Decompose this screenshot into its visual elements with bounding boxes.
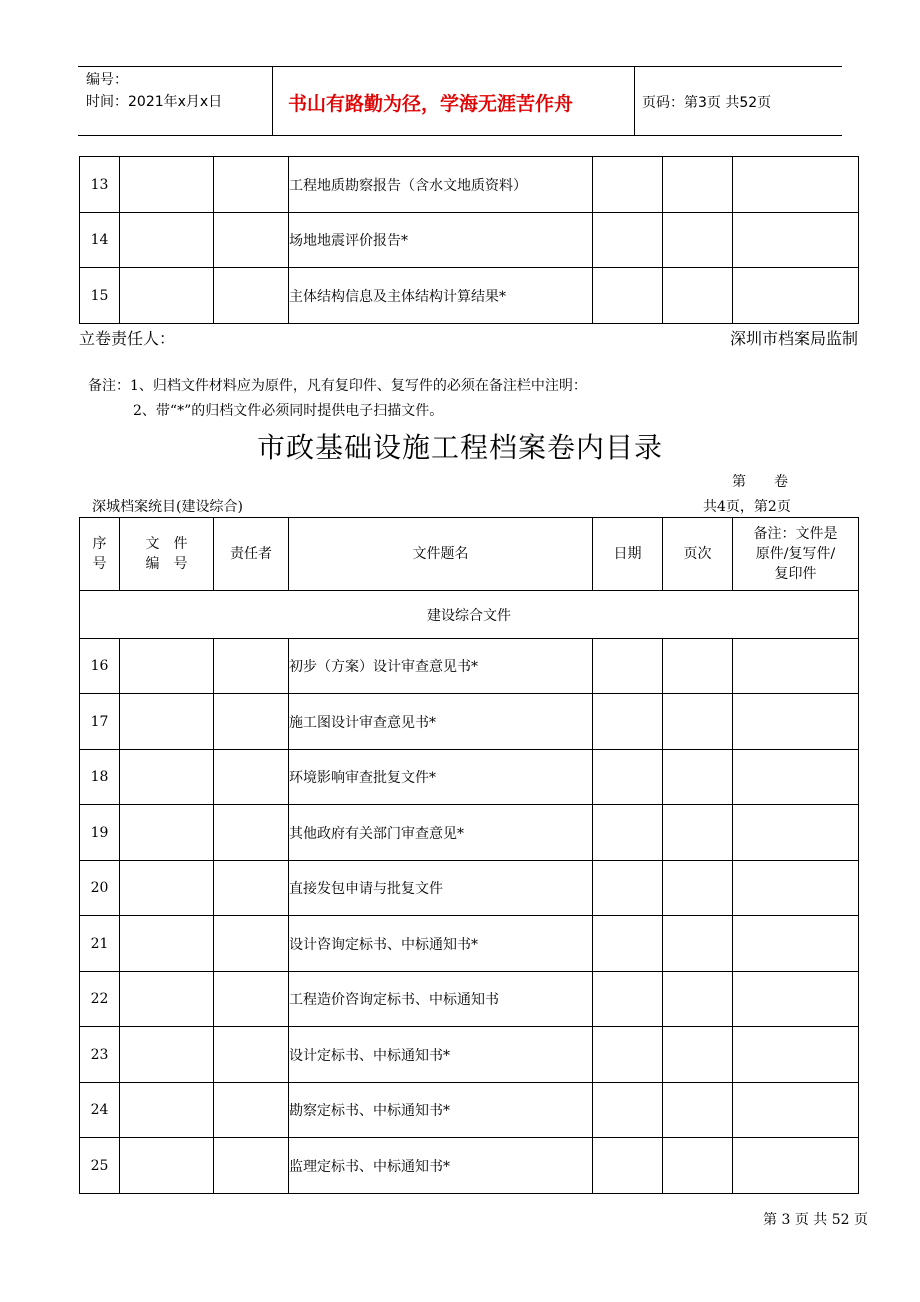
table-row [80, 1027, 859, 1083]
file-title: 初步（方案）设计审查意见书* [289, 639, 593, 694]
row-number: 20 [80, 861, 120, 916]
table-header-row [80, 518, 859, 591]
section-row [80, 591, 859, 639]
form-code: 深城档案统目(建设综合) [92, 499, 243, 515]
table-row [80, 639, 859, 694]
file-title: 设计咨询定标书、中标通知书* [289, 916, 593, 972]
table-row [80, 1138, 859, 1194]
file-title: 工程地质勘察报告（含水文地质资料） [289, 157, 593, 213]
note-line-2: 2、带“*”的归档文件必须同时提供电子扫描文件。 [133, 403, 444, 419]
table-row [80, 157, 859, 213]
header-bottom-rule [78, 135, 842, 136]
file-title: 其他政府有关部门审查意见* [289, 805, 593, 861]
table-row [80, 268, 859, 324]
row-number: 15 [80, 268, 120, 324]
volume-label: 第 卷 [732, 474, 788, 490]
table-row [80, 1083, 859, 1138]
header-date: 日期 [593, 518, 663, 591]
header-file-title: 文件题名 [289, 518, 593, 591]
pages-info: 共4页，第2页 [703, 499, 791, 515]
file-title: 环境影响审查批复文件* [289, 750, 593, 805]
header-responsible: 责任者 [214, 518, 289, 591]
row-number: 17 [80, 694, 120, 750]
file-title: 勘察定标书、中标通知书* [289, 1083, 593, 1138]
row-number: 25 [80, 1138, 120, 1194]
row-number: 23 [80, 1027, 120, 1083]
header-file-number: 文 件 编 号 [120, 518, 214, 591]
header-seq: 序 号 [80, 518, 120, 591]
header-top-rule [78, 66, 842, 67]
row-number: 24 [80, 1083, 120, 1138]
table-row [80, 213, 859, 268]
catalog-table [79, 517, 859, 1194]
catalog-title: 市政基础设施工程档案卷内目录 [256, 431, 663, 464]
row-number: 19 [80, 805, 120, 861]
file-title: 施工图设计审查意见书* [289, 694, 593, 750]
table-row [80, 750, 859, 805]
time-label: 时间：2021年x月x日 [86, 94, 223, 110]
section-title: 建设综合文件 [80, 591, 859, 639]
header-divider-left [272, 66, 273, 135]
header-divider-right [634, 66, 635, 135]
doc-number-label: 编号： [86, 72, 128, 88]
header-remarks: 备注：文件是 原件/复写件/ 复印件 [733, 518, 859, 591]
row-number: 13 [80, 157, 120, 213]
row-number: 18 [80, 750, 120, 805]
row-number: 21 [80, 916, 120, 972]
archive-table-continued [79, 156, 859, 324]
supervisor-label: 深圳市档案局监制 [729, 329, 858, 348]
file-title: 设计定标书、中标通知书* [289, 1027, 593, 1083]
file-title: 主体结构信息及主体结构计算结果* [289, 268, 593, 324]
row-number: 22 [80, 972, 120, 1027]
page-footer: 第 3 页 共 52 页 [763, 1212, 868, 1228]
table-row [80, 805, 859, 861]
note-line-1: 备注：1、归档文件材料应为原件，凡有复印件、复写件的必须在备注栏中注明： [88, 378, 587, 394]
row-number: 14 [80, 213, 120, 268]
responsible-person-label: 立卷责任人： [79, 329, 176, 348]
file-title: 直接发包申请与批复文件 [289, 861, 593, 916]
file-title: 监理定标书、中标通知书* [289, 1138, 593, 1194]
page-code: 页码：第3页 共52页 [642, 95, 772, 111]
file-title: 场地地震评价报告* [289, 213, 593, 268]
header-pages: 页次 [663, 518, 733, 591]
file-title: 工程造价咨询定标书、中标通知书 [289, 972, 593, 1027]
table-row [80, 972, 859, 1027]
table-row [80, 916, 859, 972]
row-number: 16 [80, 639, 120, 694]
table-row [80, 861, 859, 916]
table-row [80, 694, 859, 750]
header-motto: 书山有路勤为径，学海无涯苦作舟 [288, 93, 574, 115]
